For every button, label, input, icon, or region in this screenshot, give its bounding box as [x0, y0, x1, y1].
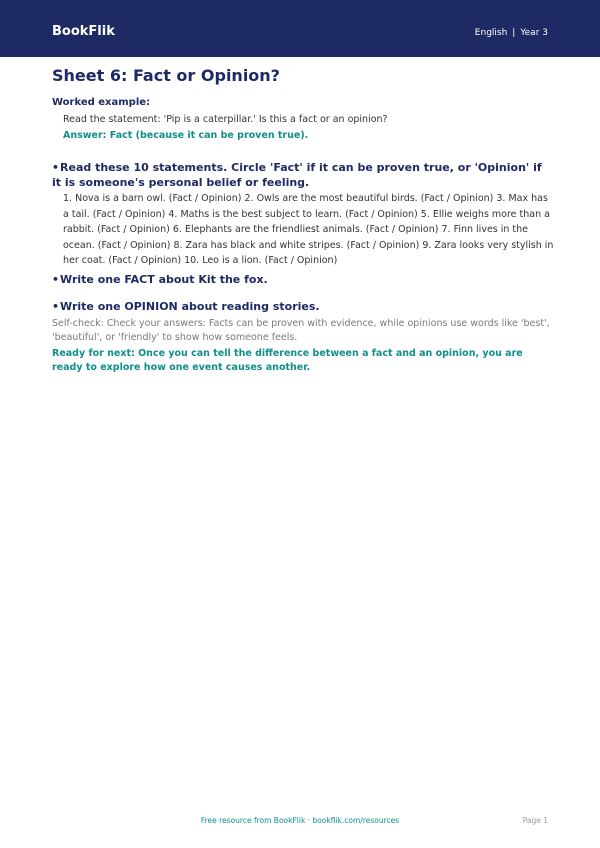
worked-example-question: Read the statement: 'Pip is a caterpillar.' Is this a fact or an opinion?: [63, 114, 388, 125]
worked-example-label: Worked example:: [52, 97, 151, 108]
header-meta: [475, 27, 548, 39]
page-header: [0, 0, 600, 57]
page-number: Page 1: [522, 816, 548, 825]
task-2-heading: [52, 272, 552, 287]
subject-label: English: [474, 28, 508, 38]
brand-logo-text: BookFlik: [52, 24, 115, 39]
task-1-heading-text: Read these 10 statements. Circle 'Fact' if it can be proven true, or 'Opinion' if it is someone's personal belief or feeling.: [52, 161, 542, 189]
task-2-heading-text: Write one FACT about Kit the fox.: [60, 273, 268, 286]
year-label: Year 3: [520, 28, 548, 38]
ready-for-next-note: Ready for next: Once you can tell the difference between a fact and an opinion, you are ready to explore how one event causes another.: [52, 348, 523, 373]
bullet-icon: •: [52, 161, 60, 174]
worked-example-answer: Answer: Fact (because it can be proven true).: [63, 130, 309, 141]
task-1-heading: [52, 160, 552, 190]
footer-link[interactable]: Free resource from BookFlik · bookflik.com/resources: [200, 816, 400, 825]
meta-separator: |: [512, 28, 516, 38]
page-title: Sheet 6: Fact or Opinion?: [52, 66, 280, 85]
bullet-icon: •: [52, 273, 60, 286]
task-3-heading-text: Write one OPINION about reading stories.: [60, 300, 320, 313]
self-check-note: Self-check: Check your answers: Facts can be proven with evidence, while opinions use words like 'best', 'beautiful', or 'friendly' to show how someone feels.: [52, 318, 550, 343]
task-3-heading: [52, 299, 552, 314]
task-1-statements: 1. Nova is a barn owl. (Fact / Opinion) 2. Owls are the most beautiful birds. (Fact / Opinion) 3. Max has a tail. (Fact / Opinion) 4. Maths is the best subject to learn. (Fact / Opinion) 5. Ellie weighs more than a rabbit. (Fact / Opinion) 6. Elephants are the friendliest animals. (Fact / Opinion) 7. Finn lives in the ocean. (Fact / Opinion) 8. Zara has black and white stripes. (Fact / Opinion) 9. Zara looks very stylish in her coat. (Fact / Opinion) 10. Leo is a lion. (Fact / Opinion): [63, 193, 554, 267]
bullet-icon: •: [52, 300, 60, 313]
